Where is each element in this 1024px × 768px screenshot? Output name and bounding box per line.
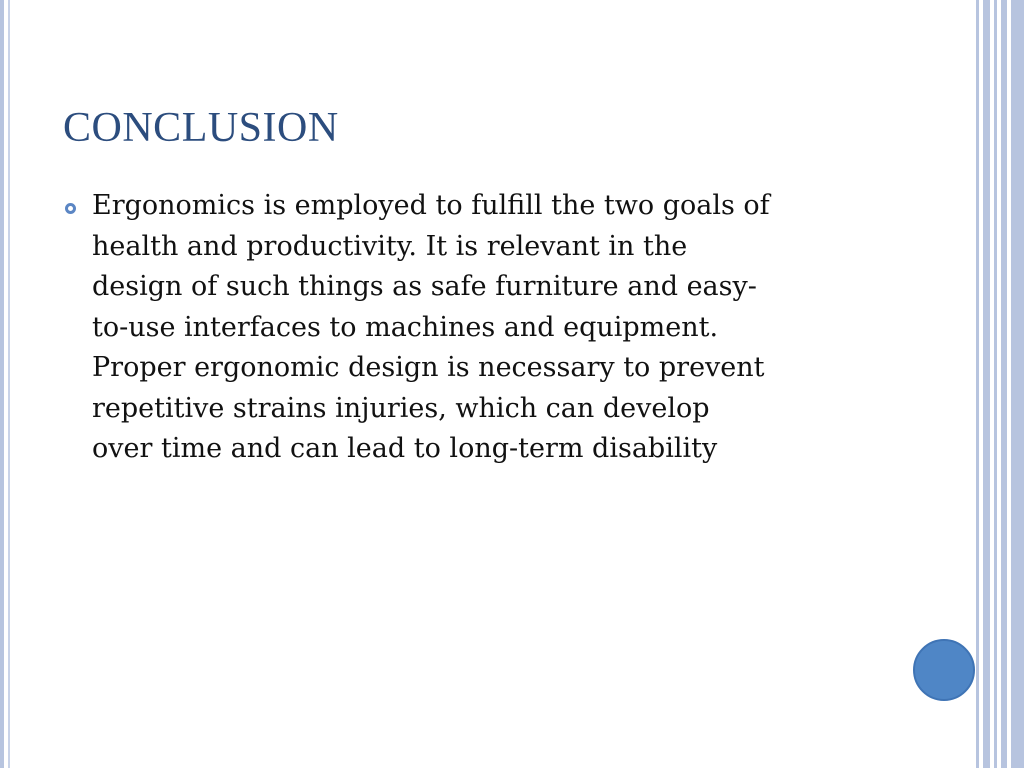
left-border-line-inner — [8, 0, 10, 768]
right-border-band — [976, 0, 979, 768]
left-border-line — [0, 0, 4, 768]
slide-title: CONCLUSION — [63, 105, 339, 151]
right-border-band — [1011, 0, 1024, 768]
right-border-band — [994, 0, 997, 768]
bullet-text: Ergonomics is employed to fulfill the two goals of health and productivity. It is relevant in the design of such things as safe furniture and easy- to-use interfaces to machines and equipment. Proper ergonomic design is necessary to prevent repetitive strains injuries, which can develop over time and can lead to long-term disability — [92, 190, 770, 464]
right-border-band — [983, 0, 990, 768]
decorative-circle-icon — [913, 639, 975, 701]
right-border-band — [1001, 0, 1007, 768]
ring-bullet-icon — [65, 203, 76, 214]
